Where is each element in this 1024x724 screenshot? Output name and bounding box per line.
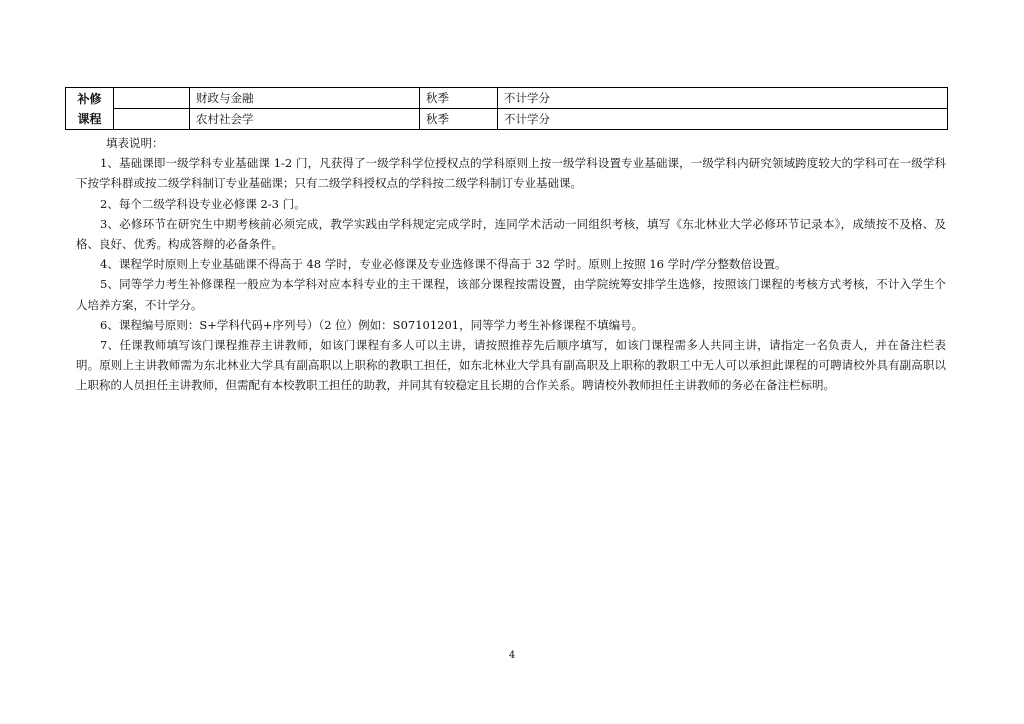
course-term-cell: 秋季: [420, 88, 498, 109]
table-row: [66, 109, 948, 130]
instruction-item: 7、任课教师填写该门课程推荐主讲教师，如该门课程有多人可以主讲，请按照推荐先后顺序填写，如该门课程需多人共同主讲，请指定一名负责人，并在备注栏表明。原则上主讲教师需为东北林业大学具有副高职以上职称的教职工担任，如东北林业大学具有副高职及上职称的教职工中无人可以承担此课程的可聘请校外具有副高职以上职称的人员担任主讲教师，但需配有本校教职工担任的助教，并同其有较稳定且长期的合作关系。聘请校外教师担任主讲教师的务必在备注栏标明。: [76, 338, 946, 393]
course-credit-cell: 不计学分: [498, 109, 948, 130]
course-code-cell: [114, 88, 190, 109]
instruction-item: 3、必修环节在研究生中期考核前必须完成，教学实践由学科规定完成学时，连同学术活动一同组织考核，填写《东北林业大学必修环节记录本》，成绩按不及格、及格、良好、优秀。构成答辩的必备条件。: [76, 216, 946, 252]
course-code-cell: [114, 109, 190, 130]
filling-instructions: [76, 133, 946, 396]
instruction-item: 6、课程编号原则：S+学科代码+序列号）（2 位）例如：S07101201，同等学力考生补修课程不填编号。: [100, 317, 644, 332]
instruction-item: 5、同等学力考生补修课程一般应为本学科对应本科专业的主干课程，该部分课程按需设置，由学院统筹安排学生选修，按照该门课程的考核方式考核，不计入学生个人培养方案，不计学分。: [76, 277, 946, 312]
instruction-item: 2、每个二级学科设专业必修课 2-3 门。: [100, 196, 306, 211]
course-table: [65, 87, 948, 130]
category-label: 补修课程: [77, 91, 102, 126]
page-number: 4: [508, 650, 516, 661]
course-credit-cell: 不计学分: [498, 88, 948, 109]
instruction-item: 1、基础课即一级学科专业基础课 1-2 门，凡获得了一级学科学位授权点的学科原则上按一级学科设置专业基础课，一级学科内研究领域跨度较大的学科可在一级学科下按学科群或按二级学科制订专业基础课；只有二级学科授权点的学科按二级学科制订专业基础课。: [76, 156, 946, 191]
instruction-item: 4、课程学时原则上专业基础课不得高于 48 学时，专业必修课及专业选修课不得高于 32 学时。原则上按照 16 学时/学分整数倍设置。: [100, 257, 787, 272]
course-term-cell: 秋季: [420, 109, 498, 130]
course-name-cell: 农村社会学: [190, 109, 420, 130]
category-cell: [66, 88, 114, 130]
course-name-cell: 财政与金融: [190, 88, 420, 109]
table-row: [66, 88, 948, 109]
instructions-title: 填表说明：: [106, 136, 164, 150]
